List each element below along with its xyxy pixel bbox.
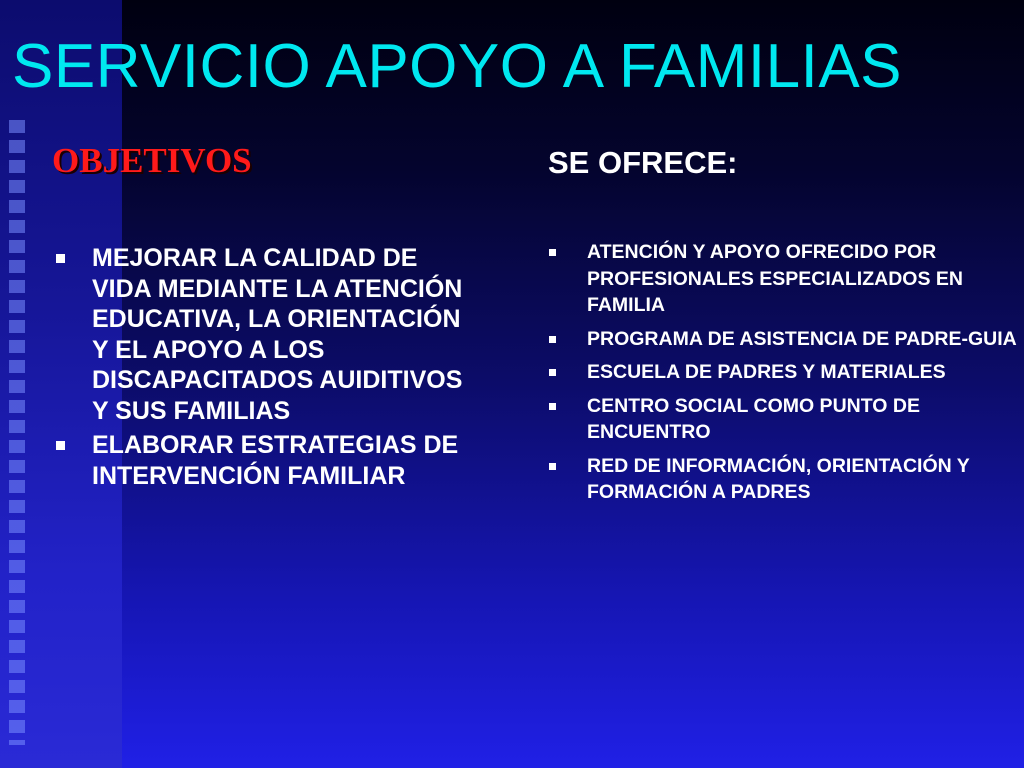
square-bullet-icon <box>549 336 556 343</box>
square-bullet-icon <box>549 249 556 256</box>
se-ofrece-item <box>587 326 1017 353</box>
square-bullet-icon <box>549 369 556 376</box>
decorative-square-strip <box>9 120 25 745</box>
square-bullet-icon <box>549 403 556 410</box>
se-ofrece-item-text: ATENCIÓN Y APOYO OFRECIDO POR PROFESIONALES ESPECIALIZADOS EN FAMILIA <box>587 241 963 316</box>
slide-title: SERVICIO APOYO A FAMILIAS <box>12 32 903 101</box>
se-ofrece-item-text: PROGRAMA DE ASISTENCIA DE PADRE-GUIA <box>587 327 1017 350</box>
se-ofrece-item <box>587 393 1017 446</box>
objetivos-item-text: ELABORAR ESTRATEGIAS DE INTERVENCIÓN FAMILIAR <box>92 431 459 490</box>
square-bullet-icon <box>56 254 65 263</box>
square-bullet-icon <box>56 441 65 450</box>
se-ofrece-item-text: RED DE INFORMACIÓN, ORIENTACIÓN Y FORMACIÓN A PADRES <box>587 454 970 503</box>
se-ofrece-list <box>587 239 1017 513</box>
se-ofrece-item-text: CENTRO SOCIAL COMO PUNTO DE ENCUENTRO <box>587 394 920 443</box>
se-ofrece-item-text: ESCUELA DE PADRES Y MATERIALES <box>587 361 946 383</box>
objetivos-item <box>92 243 472 426</box>
se-ofrece-item <box>587 453 1017 506</box>
square-bullet-icon <box>549 463 556 470</box>
se-ofrece-item <box>587 359 1017 386</box>
objetivos-list <box>92 243 472 495</box>
se-ofrece-heading: SE OFRECE: <box>548 145 738 180</box>
se-ofrece-item <box>587 239 1017 319</box>
objetivos-heading: OBJETIVOS <box>52 141 252 180</box>
objetivos-item <box>92 430 472 491</box>
objetivos-item-text: MEJORAR LA CALIDAD DE VIDA MEDIANTE LA ATENCIÓN EDUCATIVA, LA ORIENTACIÓN Y EL APOYO A LOS DISCAPACITADOS AUIDITIVOS Y SUS FAMILIAS <box>92 244 463 425</box>
